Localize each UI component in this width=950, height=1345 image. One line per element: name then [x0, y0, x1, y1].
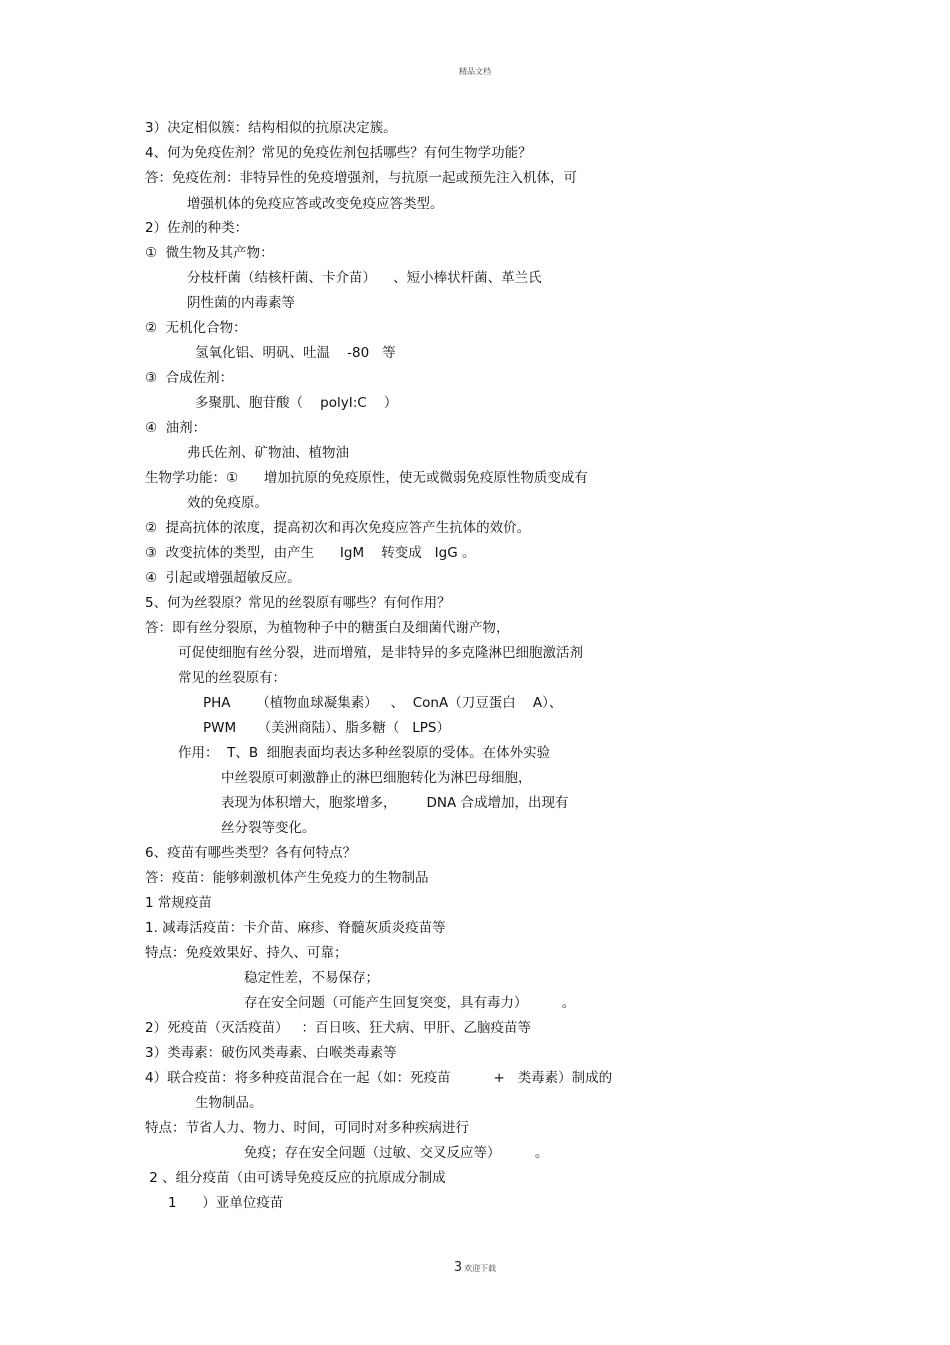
question-5: 5、何为丝裂原？常见的丝裂原有哪些？有何作用？: [145, 595, 451, 611]
page-footer: [0, 1260, 950, 1275]
text-line: 3）决定相似簇：结构相似的抗原决定簇。: [145, 120, 397, 136]
text-line: 3）类毒素：破伤风类毒素、白喉类毒素等: [145, 1045, 397, 1061]
text-line: 稳定性差，不易保存；: [244, 970, 379, 986]
text-line: 效的免疫原。: [187, 495, 268, 511]
text-line: 中丝裂原可刺激静止的淋巴细胞转化为淋巴母细胞，: [221, 770, 532, 786]
text-line: 可促使细胞有丝分裂，进而增殖，是非特异的多克隆淋巴细胞激活剂: [178, 645, 583, 661]
text-line: 增强机体的免疫应答或改变免疫应答类型。: [187, 196, 444, 212]
text-line: 多聚肌、胞苷酸（ polyI:C ）: [195, 395, 398, 411]
footer-note: 欢迎下载: [464, 1264, 497, 1273]
list-item: ② 无机化合物：: [145, 320, 247, 336]
text-line: 答：免疫佐剂：非特异性的免疫增强剂，与抗原一起或预先注入机体，可: [145, 170, 577, 186]
text-line: PHA （植物血球凝集素） 、 ConA（刀豆蛋白 A）、: [203, 695, 563, 711]
text-line: PWM （美洲商陆）、脂多糖（ LPS）: [203, 720, 450, 736]
list-item: ④ 油剂：: [145, 420, 207, 436]
question-6: 6、疫苗有哪些类型？各有何特点？: [145, 845, 357, 861]
text-line: 存在安全问题（可能产生回复突变，具有毒力） 。: [244, 995, 576, 1011]
list-item: ③ 改变抗体的类型，由产生 IgM 转变成 IgG 。: [145, 545, 476, 561]
question-4: 4、何为免疫佐剂？常见的免疫佐剂包括哪些？有何生物学功能？: [145, 145, 532, 161]
page-number: 3: [453, 1260, 463, 1275]
section-heading: 1 常规疫苗: [145, 895, 212, 911]
text-line: 生物制品。: [195, 1095, 263, 1111]
text-line: 丝分裂等变化。: [221, 820, 316, 836]
text-line: 氢氧化铝、明矾、吐温 -80 等: [195, 345, 396, 361]
text-line: 作用： T、B 细胞表面均表达多种丝裂原的受体。在体外实验: [178, 745, 551, 761]
text-line: 弗氏佐剂、矿物油、植物油: [187, 445, 349, 461]
text-line: 答：疫苗：能够刺激机体产生免疫力的生物制品: [145, 870, 429, 886]
text-line: 1. 减毒活疫苗：卡介苗、麻疹、脊髓灰质炎疫苗等: [145, 920, 446, 936]
section-heading: 2 、组分疫苗（由可诱导免疫反应的抗原成分制成: [145, 1170, 446, 1186]
text-line: 4）联合疫苗：将多种疫苗混合在一起（如：死疫苗 + 类毒素）制成的: [145, 1070, 613, 1086]
text-line: 分枝杆菌（结核杆菌、卡介苗） 、短小棒状杆菌、革兰氏: [187, 270, 542, 286]
list-item: ② 提高抗体的浓度，提高初次和再次免疫应答产生抗体的效价。: [145, 520, 531, 536]
text-line: 表现为体积增大，胞浆增多， DNA 合成增加，出现有: [221, 795, 569, 811]
text-line: 免疫；存在安全问题（过敏、交叉反应等） 。: [244, 1145, 549, 1161]
text-line: 1 ）亚单位疫苗: [168, 1195, 284, 1211]
list-item: ④ 引起或增强超敏反应。: [145, 570, 301, 586]
text-line: 生物学功能：① 增加抗原的免疫原性，使无或微弱免疫原性物质变成有: [145, 470, 588, 486]
text-line: 特点：免疫效果好、持久、可靠；: [145, 945, 348, 961]
text-line: 常见的丝裂原有：: [178, 670, 286, 686]
text-line: 2）佐剂的种类：: [145, 220, 249, 236]
list-item: ① 微生物及其产物：: [145, 245, 274, 261]
text-line: 阴性菌的内毒素等: [187, 295, 295, 311]
text-line: 特点：节省人力、物力、时间，可同时对多种疾病进行: [145, 1120, 469, 1136]
text-line: 答：即有丝分裂原，为植物种子中的糖蛋白及细菌代谢产物，: [145, 620, 510, 636]
list-item: ③ 合成佐剂：: [145, 370, 234, 386]
page-header: 精品文档: [459, 67, 491, 76]
text-line: 2）死疫苗（灭活疫苗） ：百日咳、狂犬病、甲肝、乙脑疫苗等: [145, 1020, 531, 1036]
